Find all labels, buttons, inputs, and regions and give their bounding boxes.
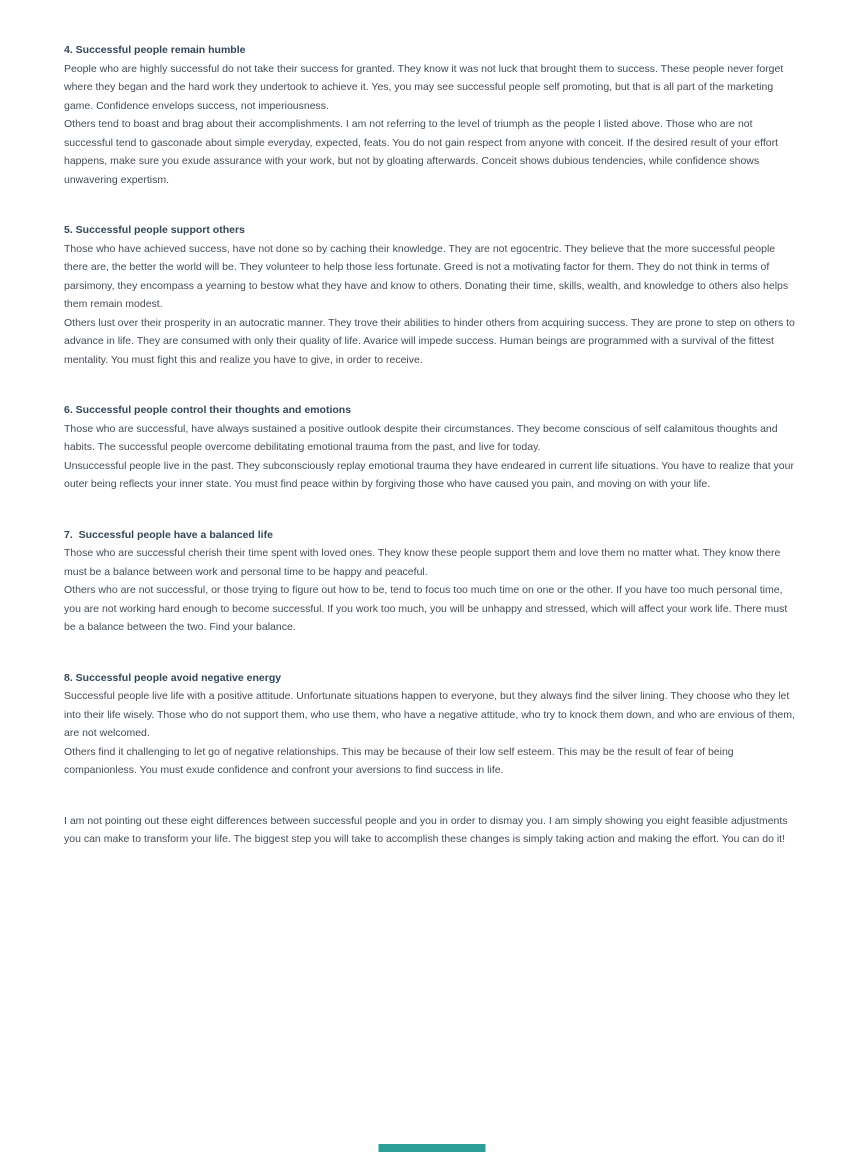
article-body	[64, 41, 801, 849]
section-6-control-thoughts-emotions	[64, 401, 801, 494]
paragraph: Others find it challenging to let go of negative relationships. This may be because of their low self esteem. This may be the result of fear of being companionless. You must exude confidence and confront your aversions to find success in life.	[64, 745, 734, 776]
section-heading: 4. Successful people remain humble	[64, 44, 246, 56]
paragraph: People who are highly successful do not take their success for granted. They know it was not luck that brought them to success. These people never forget where they began and the hard work they undertook to achieve it. Yes, you may see successful people self promoting, but that is all part of the marketing game. Confidence envelops success, not imperiousness.	[64, 62, 784, 112]
paragraph: Successful people live life with a positive attitude. Unfortunate situations happen to everyone, but they always find the silver lining. They choose who they let into their life wisely. Those who do not support them, who use them, who have a negative attitude, who try to knock them down, and who are envious of them, are not welcomed.	[64, 690, 795, 739]
paragraph: Unsuccessful people live in the past. They subconsciously replay emotional trauma they have endeared in current life situations. You have to realize that your outer being reflects your inner state. You must find peace within by forgiving those who have caused you pain, and moving on with your life.	[64, 459, 794, 490]
section-7-balanced-life	[64, 526, 801, 637]
section-heading: 8. Successful people avoid negative energy	[64, 671, 282, 684]
section-heading: 5. Successful people support others	[64, 224, 245, 236]
closing-paragraph: I am not pointing out these eight differences between successful people and you in order to dismay you. I am simply showing you eight feasible adjustments you can make to transform your life. The biggest step you will take to accomplish these changes is simply taking action and making the effort. You can do it!	[64, 814, 788, 845]
paragraph: Those who are successful, have always sustained a positive outlook despite their circumstances. They become conscious of self calamitous thoughts and habits. The successful people overcome debilitating emotional trauma from the past, and live for today.	[64, 422, 778, 453]
section-5-support-others	[64, 221, 801, 369]
section-heading: 6. Successful people control their thoughts and emotions	[64, 404, 352, 416]
paragraph: Those who are successful cherish their time spent with loved ones. They know these people support them and love them no matter what. They know there must be a balance between work and personal time to be happy and peaceful.	[64, 547, 781, 578]
paragraph: Others lust over their prosperity in an autocratic manner. They trove their abilities to hinder others from acquiring success. They are prone to step on others to advance in life. They are consumed with only their quality of life. Avarice will impede success. Human beings are programmed with a survival of the fittest mentality. You must fight this and realize you have to give, in order to receive.	[64, 316, 795, 366]
section-4-remain-humble	[64, 41, 801, 189]
paragraph: Others tend to boast and brag about their accomplishments. I am not referring to the level of triumph as the people I listed above. Those who are not successful tend to gasconade about simple everyday, expected, feats. You do not gain respect from anyone with conceit. If the desired result of your effort happens, make sure you exude assurance with your work, but not by gloating afterwards. Conceit shows dubious tendencies, while confidence shows unwavering expertism.	[64, 118, 779, 186]
paragraph: Others who are not successful, or those trying to figure out how to be, tend to focus too much time on one or the other. If you have too much personal time, you are not working hard enough to become successful. If you work too much, you will be unhappy and stressed, which will affect your work life. There must be a balance between the two. Find your balance.	[64, 584, 788, 633]
paragraph: Those who have achieved success, have not done so by caching their knowledge. They are not egocentric. They believe that the more successful people there are, the better the world will be. They volunteer to help those less fortunate. Greed is not a motivating factor for them. They do not think in terms of parsimony, they encompass a yearning to bestow what they have and know to others. Donating their time, skills, wealth, and knowledge to others also helps them remain modest.	[64, 242, 789, 310]
bottom-accent-bar	[379, 1144, 486, 1152]
section-8-avoid-negative-energy	[64, 669, 801, 780]
section-heading: 7. Successful people have a balanced life	[64, 528, 273, 541]
